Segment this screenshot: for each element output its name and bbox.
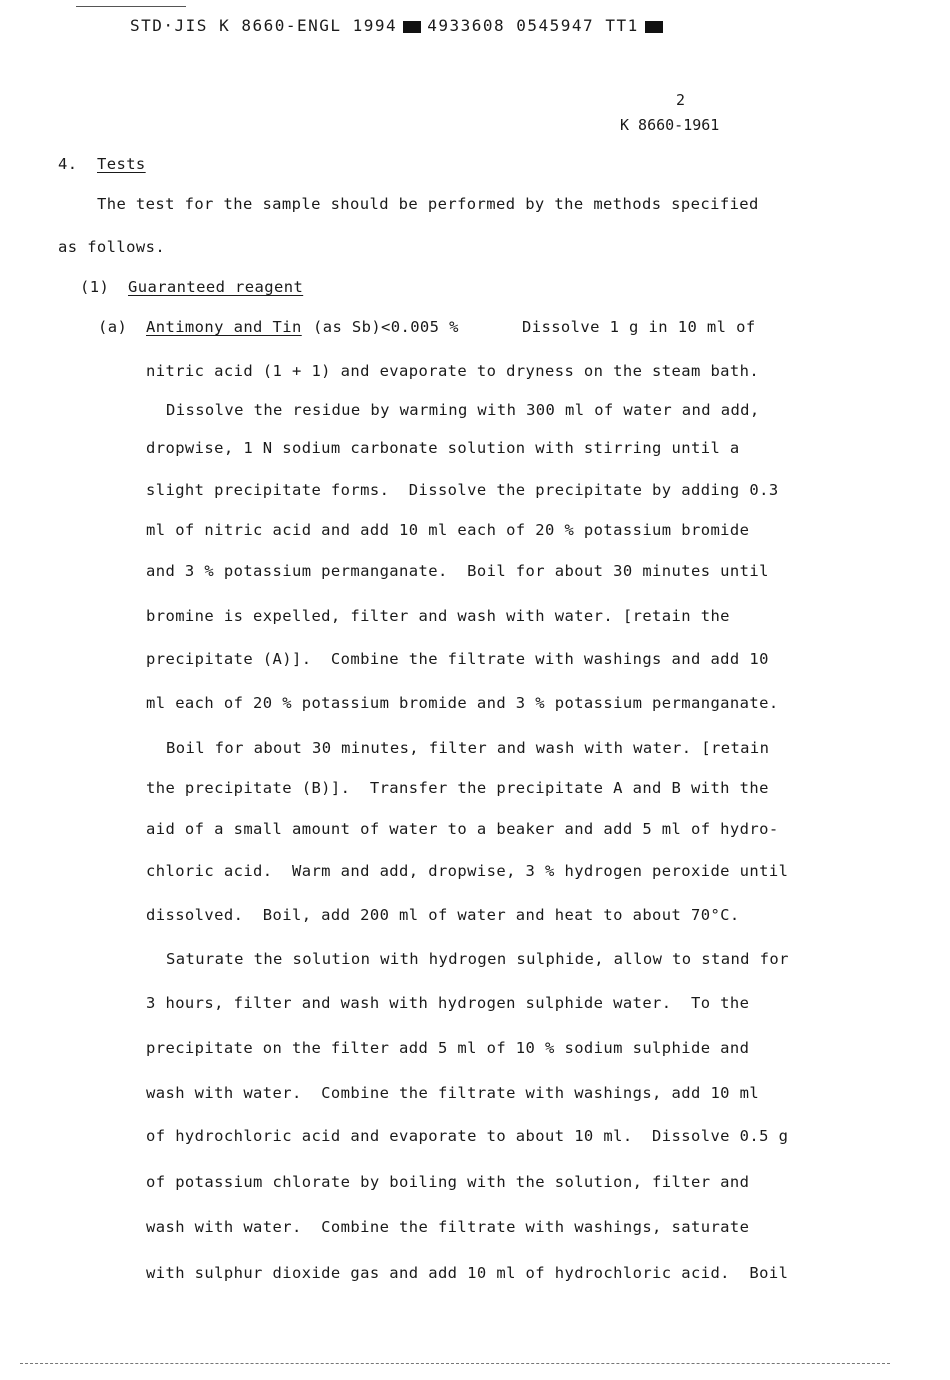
body-line: wash with water. Combine the filtrate with washings, saturate bbox=[146, 1218, 750, 1236]
body-line: wash with water. Combine the filtrate with washings, add 10 ml bbox=[146, 1084, 760, 1102]
body-line: of potassium chlorate by boiling with the solution, filter and bbox=[146, 1173, 750, 1191]
body-line: dropwise, 1 N sodium carbonate solution with stirring until a bbox=[146, 439, 740, 457]
intro-line-2: as follows. bbox=[58, 238, 166, 256]
section-title: Tests bbox=[97, 155, 146, 173]
header-block-mark-end bbox=[645, 21, 663, 33]
intro-line-1: The test for the sample should be performed by the methods specified bbox=[97, 195, 759, 213]
body-line: precipitate (A)]. Combine the filtrate with washings and add 10 bbox=[146, 650, 769, 668]
body-line: the precipitate (B)]. Transfer the precipitate A and B with the bbox=[146, 779, 769, 797]
item-label: (a) bbox=[98, 318, 128, 336]
body-line: aid of a small amount of water to a beaker and add 5 ml of hydro- bbox=[146, 820, 779, 838]
body-line: bromine is expelled, filter and wash with water. [retain the bbox=[146, 607, 730, 625]
body-line: chloric acid. Warm and add, dropwise, 3 % hydrogen peroxide until bbox=[146, 862, 789, 880]
body-line: ml each of 20 % potassium bromide and 3 % potassium permanganate. bbox=[146, 694, 779, 712]
document-header bbox=[130, 16, 669, 35]
body-line: Boil for about 30 minutes, filter and wash with water. [retain bbox=[166, 739, 770, 757]
body-line: nitric acid (1 + 1) and evaporate to dryness on the steam bath. bbox=[146, 362, 760, 380]
body-line: ml of nitric acid and add 10 ml each of 20 % potassium bromide bbox=[146, 521, 750, 539]
item-first-sentence: Dissolve 1 g in 10 ml of bbox=[522, 318, 756, 336]
header-code: 4933608 0545947 TT1 bbox=[427, 16, 639, 35]
top-scan-rule bbox=[76, 6, 186, 7]
body-line: 3 hours, filter and wash with hydrogen sulphide water. To the bbox=[146, 994, 750, 1012]
body-line: and 3 % potassium permanganate. Boil for about 30 minutes until bbox=[146, 562, 769, 580]
body-line: slight precipitate forms. Dissolve the precipitate by adding 0.3 bbox=[146, 481, 779, 499]
section-number: 4. bbox=[58, 155, 78, 173]
body-line: precipitate on the filter add 5 ml of 10 % sodium sulphide and bbox=[146, 1039, 750, 1057]
subsection-number: (1) bbox=[80, 278, 110, 296]
bottom-scan-rule bbox=[20, 1363, 890, 1364]
body-line: dissolved. Boil, add 200 ml of water and heat to about 70°C. bbox=[146, 906, 740, 924]
page-number: 2 bbox=[676, 91, 686, 109]
body-line: Saturate the solution with hydrogen sulphide, allow to stand for bbox=[166, 950, 789, 968]
item-limit: <0.005 % bbox=[381, 318, 459, 336]
subsection-title: Guaranteed reagent bbox=[128, 278, 304, 296]
body-line: with sulphur dioxide gas and add 10 ml of hydrochloric acid. Boil bbox=[146, 1264, 789, 1282]
body-line: of hydrochloric acid and evaporate to about 10 ml. Dissolve 0.5 g bbox=[146, 1127, 789, 1145]
item-suffix: (as Sb) bbox=[313, 318, 382, 336]
body-line: Dissolve the residue by warming with 300 ml of water and add, bbox=[166, 401, 760, 419]
header-left: STD·JIS K 8660-ENGL 1994 bbox=[130, 16, 398, 35]
item-title: Antimony and Tin bbox=[146, 318, 302, 336]
header-block-mark bbox=[403, 21, 421, 33]
standard-number: K 8660-1961 bbox=[620, 116, 720, 134]
